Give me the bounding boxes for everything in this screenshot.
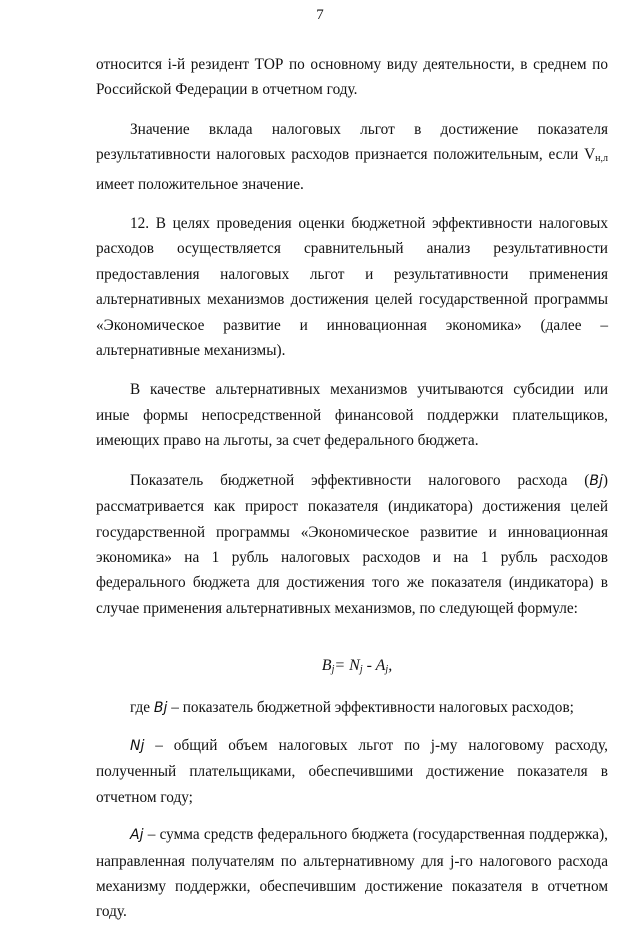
paragraph-alternative-mechanisms: В качестве альтернативных механизмов учитываются субсидии или иные формы непосредственной финансовой поддержки плательщиков, имеющих право на льготы, за счет федерального бюджета.	[96, 381, 608, 450]
variable-nj: Nj	[130, 737, 145, 754]
formula-b-sub: j	[331, 664, 335, 676]
definition-nj	[96, 733, 608, 810]
formula-equals-n: = N	[334, 657, 360, 675]
subscript-nl: н,л	[595, 153, 608, 165]
definition-text: – показатель бюджетной эффективности налоговых расходов;	[167, 698, 574, 716]
paragraph-text-end: ) рассматривается как прирост показателя (индикатора) достижения целей государственной программы «Экономическое развитие и инновационная экономика» на 1 рубль налоговых расходов и на 1 рубль расходов федерального бюджета для достижения того же показателя (индикатора) в случае применения альтернативных механизмов, по следующей формуле:	[96, 471, 608, 617]
paragraph-continuation: относится i-й резидент ТОР по основному виду деятельности, в среднем по Российской Федерации в отчетном году.	[96, 56, 608, 99]
paragraph-text-end: имеет положительное значение.	[96, 175, 304, 193]
definition-aj	[96, 822, 608, 925]
formula-a-sub: j	[385, 664, 389, 676]
variable-aj: Aj	[130, 827, 144, 844]
variable-bj: Bj	[153, 699, 168, 716]
definition-prefix: где	[130, 698, 154, 716]
formula-n-sub: j	[359, 664, 363, 676]
paragraph-budget-efficiency	[96, 468, 608, 621]
formula	[106, 653, 608, 682]
definition-text: – общий объем налоговых льгот по j-му налоговому расходу, полученный плательщиками, обеспечившими достижение показателя в отчетном году;	[96, 736, 608, 806]
page-number: 7	[316, 7, 324, 23]
formula-minus-a: - A	[362, 657, 386, 675]
document-body	[96, 52, 608, 937]
formula-end: ,	[388, 657, 393, 675]
paragraph-tax-benefit-contribution	[96, 117, 608, 197]
paragraph-12: 12. В целях проведения оценки бюджетной эффективности налоговых расходов осуществляется сравнительный анализ результативности предоставления налоговых льгот и результативности применения альтернативных механизмов достижения целей государственной программы «Экономическое развитие и инновационная экономика» (далее – альтернативные механизмы).	[96, 215, 608, 360]
variable-bj: Bj	[589, 472, 603, 489]
paragraph-text: Значение вклада налоговых льгот в достижение показателя результативности налоговых расходов признается положительным, если V	[96, 120, 608, 164]
formula-b: B	[321, 657, 332, 675]
definition-text: – сумма средств федерального бюджета (государственная поддержка), направленная получателям по альтернативному для j-го налогового расхода механизму поддержки, обеспечившим достижение показателя в отчетном году.	[96, 826, 608, 921]
definition-bj	[96, 695, 608, 721]
paragraph-text: Показатель бюджетной эффективности налогового расхода (	[130, 471, 590, 489]
